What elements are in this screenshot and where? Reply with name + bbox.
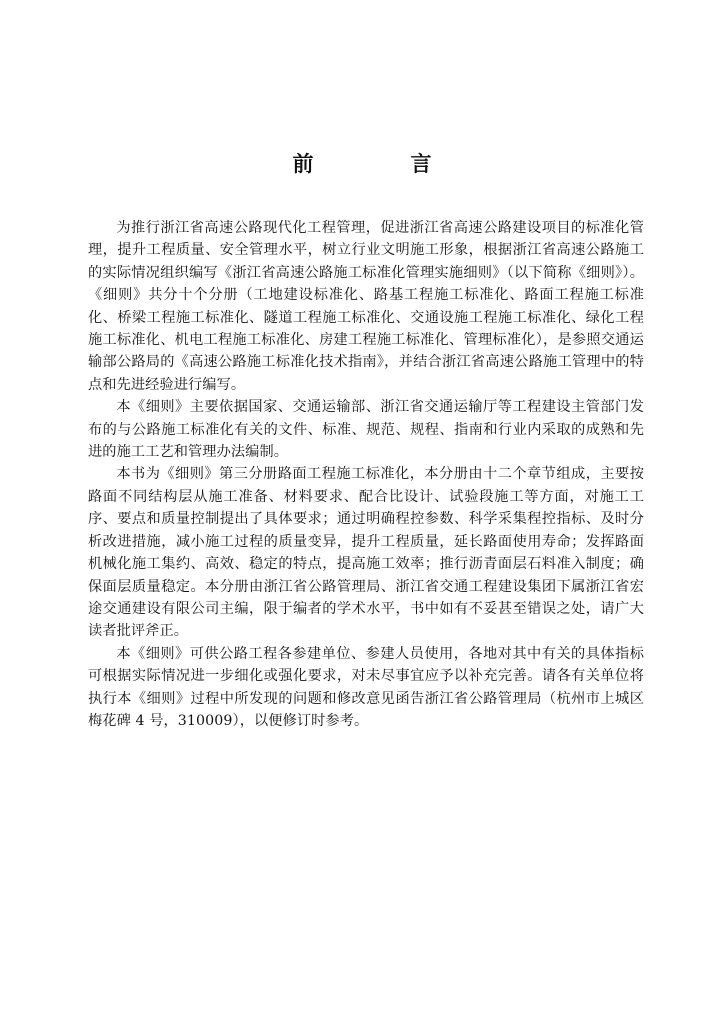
paragraph-intro: 为推行浙江省高速公路现代化工程管理，促进浙江省高速公路建设项目的标准化管理，提升工程质量、安全管理水平，树立行业文明施工形象，根据浙江省高速公路施工的实际情况组织编写《浙江省高速公路施工标准化管理实施细则》（以下简称《细则》）。《细则》共分十个分册（工地建设标准化、路基工程施工标准化、路面工程施工标准化、桥梁工程施工标准化、隧道工程施工标准化、交通设施工程施工标准化、绿化工程施工标准化、机电工程施工标准化、房建工程施工标准化、管理标准化），是参照交通运输部公路局的《高速公路施工标准化技术指南》，并结合浙江省高速公路施工管理中的特点和先进经验进行编写。 [88,220,644,393]
paragraph-volume-three: 本书为《细则》第三分册路面工程施工标准化，本分册由十二个章节组成，主要按路面不同结构层从施工准备、材料要求、配合比设计、试验段施工等方面，对施工工序、要点和质量控制提出了具体要求；通过明确程控参数、科学采集程控指标、及时分析改进措施，减小施工过程的质量变异，提升工程质量，延长路面使用寿命；发挥路面机械化施工集约、高效、稳定的特点，提高施工效率；推行沥青面层石料准入制度；确保面层质量稳定。本分册由浙江省公路管理局、浙江省交通工程建设集团下属浙江省宏途交通建设有限公司主编，限于编者的学术水平，书中如有不妥甚至错误之处，请广大读者批评斧正。 [88,466,644,640]
preface-body [88,217,644,732]
paragraph-usage: 本《细则》可供公路工程各参建单位、参建人员使用，各地对其中有关的具体指标可根据实际情况进一步细化或强化要求，对未尽事宜应予以补充完善。请各有关单位将执行本《细则》过程中所发现的问题和修改意见函告浙江省公路管理局（杭州市上城区梅花碑 4 号，310009），以便修订时参考。 [88,645,644,729]
paragraph-basis: 本《细则》主要依据国家、交通运输部、浙江省交通运输厅等工程建设主管部门发布的与公路施工标准化有关的文件、标准、规范、规程、指南和行业内采取的成熟和先进的施工工艺和管理办法编制。 [88,399,644,461]
page-title: 前 言 [292,152,470,176]
